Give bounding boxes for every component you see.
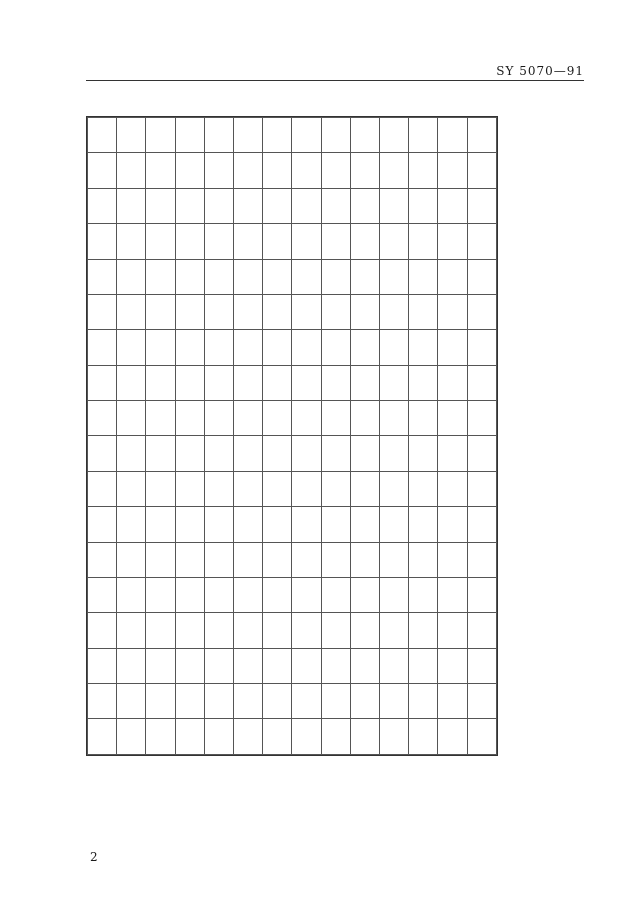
table-cell — [117, 436, 146, 471]
table-cell — [292, 542, 321, 577]
table-cell — [146, 577, 175, 612]
table-cell — [146, 294, 175, 329]
table-cell — [350, 613, 379, 648]
table-cell — [409, 613, 438, 648]
table-cell — [146, 542, 175, 577]
table-cell — [146, 436, 175, 471]
table-cell — [117, 259, 146, 294]
table-cell — [146, 224, 175, 259]
table-cell — [321, 365, 350, 400]
table-cell — [88, 188, 117, 223]
table-cell — [263, 118, 292, 153]
table-cell — [350, 224, 379, 259]
table-cell — [204, 330, 233, 365]
table-cell — [234, 719, 263, 755]
table-cell — [175, 436, 204, 471]
table-cell — [467, 542, 496, 577]
table-cell — [292, 294, 321, 329]
table-cell — [234, 613, 263, 648]
table-cell — [117, 188, 146, 223]
table-cell — [263, 224, 292, 259]
table-cell — [467, 719, 496, 755]
table-cell — [467, 365, 496, 400]
table-cell — [146, 401, 175, 436]
table-cell — [88, 259, 117, 294]
table-cell — [438, 259, 467, 294]
table-cell — [350, 719, 379, 755]
table-cell — [175, 684, 204, 719]
table-cell — [204, 542, 233, 577]
table-cell — [88, 401, 117, 436]
table-cell — [175, 294, 204, 329]
table-cell — [234, 542, 263, 577]
table-cell — [88, 365, 117, 400]
table-cell — [88, 436, 117, 471]
table-cell — [467, 507, 496, 542]
table-cell — [263, 719, 292, 755]
table-cell — [88, 577, 117, 612]
table-row — [88, 365, 497, 400]
table-cell — [409, 188, 438, 223]
table-cell — [438, 118, 467, 153]
table-cell — [409, 330, 438, 365]
table-cell — [350, 118, 379, 153]
table-cell — [438, 577, 467, 612]
table-cell — [438, 436, 467, 471]
table-cell — [117, 613, 146, 648]
table-cell — [321, 153, 350, 188]
table-cell — [467, 330, 496, 365]
table-row — [88, 507, 497, 542]
table-cell — [88, 330, 117, 365]
table-cell — [117, 684, 146, 719]
table-cell — [380, 719, 409, 755]
table-cell — [438, 613, 467, 648]
standard-code: SY 5070—91 — [496, 64, 584, 78]
table-cell — [321, 294, 350, 329]
table-cell — [467, 684, 496, 719]
table-cell — [350, 294, 379, 329]
table-cell — [409, 365, 438, 400]
table-cell — [409, 118, 438, 153]
table-cell — [263, 294, 292, 329]
table-cell — [438, 294, 467, 329]
table-cell — [321, 542, 350, 577]
table-cell — [321, 577, 350, 612]
table-cell — [409, 259, 438, 294]
table-cell — [438, 471, 467, 506]
table-cell — [321, 648, 350, 683]
table-cell — [88, 542, 117, 577]
table-cell — [321, 507, 350, 542]
table-cell — [350, 153, 379, 188]
table-cell — [88, 294, 117, 329]
table-cell — [146, 330, 175, 365]
table-cell — [292, 259, 321, 294]
table-cell — [117, 577, 146, 612]
table-cell — [175, 577, 204, 612]
table-cell — [234, 188, 263, 223]
table-cell — [204, 648, 233, 683]
table-cell — [380, 401, 409, 436]
table-cell — [409, 577, 438, 612]
table-cell — [321, 259, 350, 294]
table-row — [88, 436, 497, 471]
table-row — [88, 648, 497, 683]
table-cell — [88, 613, 117, 648]
table-cell — [234, 507, 263, 542]
table-cell — [292, 224, 321, 259]
table-cell — [263, 542, 292, 577]
table-cell — [234, 401, 263, 436]
table-cell — [146, 719, 175, 755]
table-cell — [380, 684, 409, 719]
table-cell — [438, 188, 467, 223]
table-cell — [88, 224, 117, 259]
table-row — [88, 259, 497, 294]
table-cell — [292, 188, 321, 223]
table-cell — [88, 648, 117, 683]
table-cell — [350, 330, 379, 365]
table-cell — [467, 648, 496, 683]
table-cell — [204, 118, 233, 153]
table-cell — [321, 436, 350, 471]
table-cell — [234, 436, 263, 471]
table-cell — [263, 471, 292, 506]
specification-table-frame — [86, 116, 498, 756]
table-cell — [263, 684, 292, 719]
table-cell — [204, 507, 233, 542]
table-cell — [467, 188, 496, 223]
table-cell — [146, 648, 175, 683]
table-cell — [409, 224, 438, 259]
table-row — [88, 224, 497, 259]
table-cell — [175, 648, 204, 683]
table-row — [88, 294, 497, 329]
table-cell — [204, 294, 233, 329]
table-cell — [175, 188, 204, 223]
table-cell — [380, 188, 409, 223]
table-cell — [146, 153, 175, 188]
table-row — [88, 330, 497, 365]
table-cell — [117, 365, 146, 400]
table-cell — [350, 401, 379, 436]
table-cell — [204, 577, 233, 612]
table-cell — [292, 401, 321, 436]
table-cell — [467, 259, 496, 294]
table-cell — [204, 436, 233, 471]
table-cell — [175, 401, 204, 436]
table-cell — [409, 719, 438, 755]
table-cell — [146, 259, 175, 294]
table-cell — [409, 153, 438, 188]
table-cell — [88, 719, 117, 755]
table-cell — [380, 471, 409, 506]
table-cell — [88, 153, 117, 188]
table-cell — [409, 648, 438, 683]
table-cell — [117, 401, 146, 436]
table-cell — [380, 294, 409, 329]
table-cell — [234, 294, 263, 329]
table-row — [88, 719, 497, 755]
table-row — [88, 118, 497, 153]
table-cell — [234, 365, 263, 400]
table-cell — [263, 436, 292, 471]
table-cell — [350, 684, 379, 719]
table-cell — [88, 684, 117, 719]
table-cell — [234, 118, 263, 153]
table-cell — [204, 684, 233, 719]
table-cell — [438, 224, 467, 259]
table-cell — [380, 507, 409, 542]
table-cell — [350, 577, 379, 612]
table-cell — [175, 224, 204, 259]
table-cell — [117, 294, 146, 329]
table-cell — [438, 365, 467, 400]
table-cell — [204, 153, 233, 188]
table-cell — [263, 188, 292, 223]
table-cell — [117, 224, 146, 259]
table-cell — [292, 684, 321, 719]
table-cell — [204, 224, 233, 259]
table-cell — [292, 436, 321, 471]
table-cell — [321, 471, 350, 506]
table-cell — [263, 153, 292, 188]
table-cell — [292, 613, 321, 648]
table-cell — [380, 648, 409, 683]
table-cell — [117, 542, 146, 577]
table-row — [88, 577, 497, 612]
table-cell — [146, 507, 175, 542]
table-cell — [175, 118, 204, 153]
table-cell — [321, 118, 350, 153]
table-cell — [467, 401, 496, 436]
table-cell — [292, 577, 321, 612]
table-cell — [409, 507, 438, 542]
table-cell — [204, 365, 233, 400]
table-cell — [321, 224, 350, 259]
table-cell — [263, 365, 292, 400]
table-cell — [467, 153, 496, 188]
table-cell — [292, 330, 321, 365]
table-cell — [234, 648, 263, 683]
table-cell — [175, 365, 204, 400]
table-cell — [88, 118, 117, 153]
table-cell — [321, 330, 350, 365]
table-cell — [175, 719, 204, 755]
table-cell — [234, 259, 263, 294]
table-cell — [117, 153, 146, 188]
table-cell — [204, 401, 233, 436]
table-cell — [350, 259, 379, 294]
table-cell — [438, 330, 467, 365]
table-cell — [438, 153, 467, 188]
table-cell — [292, 471, 321, 506]
table-cell — [117, 118, 146, 153]
table-cell — [263, 330, 292, 365]
table-row — [88, 471, 497, 506]
table-cell — [263, 401, 292, 436]
table-cell — [409, 542, 438, 577]
table-cell — [88, 507, 117, 542]
table-row — [88, 401, 497, 436]
table-cell — [146, 471, 175, 506]
table-cell — [292, 153, 321, 188]
table-cell — [380, 224, 409, 259]
table-cell — [234, 471, 263, 506]
table-cell — [321, 719, 350, 755]
table-cell — [292, 365, 321, 400]
table-cell — [380, 577, 409, 612]
table-cell — [175, 471, 204, 506]
table-cell — [438, 684, 467, 719]
table-cell — [409, 401, 438, 436]
table-cell — [380, 259, 409, 294]
table-cell — [204, 613, 233, 648]
table-cell — [175, 542, 204, 577]
table-cell — [409, 294, 438, 329]
table-cell — [380, 153, 409, 188]
table-row — [88, 613, 497, 648]
table-cell — [234, 224, 263, 259]
table-cell — [263, 648, 292, 683]
table-cell — [175, 507, 204, 542]
table-cell — [204, 719, 233, 755]
header-rule — [86, 80, 584, 81]
table-cell — [467, 118, 496, 153]
table-cell — [467, 294, 496, 329]
table-cell — [350, 542, 379, 577]
table-cell — [234, 577, 263, 612]
table-cell — [117, 648, 146, 683]
table-cell — [409, 436, 438, 471]
table-cell — [380, 365, 409, 400]
table-row — [88, 542, 497, 577]
table-body — [88, 118, 497, 755]
table-cell — [350, 188, 379, 223]
table-cell — [117, 507, 146, 542]
table-cell — [234, 330, 263, 365]
table-cell — [175, 259, 204, 294]
table-cell — [467, 577, 496, 612]
table-cell — [146, 613, 175, 648]
table-cell — [350, 365, 379, 400]
table-cell — [204, 259, 233, 294]
table-cell — [88, 471, 117, 506]
table-cell — [350, 648, 379, 683]
table-cell — [204, 188, 233, 223]
table-cell — [321, 613, 350, 648]
table-row — [88, 188, 497, 223]
table-row — [88, 153, 497, 188]
table-cell — [467, 613, 496, 648]
page-number: 2 — [90, 850, 98, 864]
table-cell — [234, 684, 263, 719]
table-cell — [380, 330, 409, 365]
table-cell — [409, 471, 438, 506]
table-cell — [380, 613, 409, 648]
table-cell — [350, 436, 379, 471]
table-cell — [175, 330, 204, 365]
table-cell — [292, 719, 321, 755]
table-cell — [234, 153, 263, 188]
table-cell — [204, 471, 233, 506]
table-cell — [263, 613, 292, 648]
table-cell — [263, 577, 292, 612]
table-cell — [467, 436, 496, 471]
table-cell — [467, 471, 496, 506]
table-cell — [175, 153, 204, 188]
table-cell — [292, 118, 321, 153]
table-cell — [380, 118, 409, 153]
table-cell — [292, 507, 321, 542]
specification-table — [87, 117, 497, 755]
table-cell — [292, 648, 321, 683]
table-cell — [146, 188, 175, 223]
table-cell — [438, 507, 467, 542]
table-cell — [146, 684, 175, 719]
table-cell — [350, 471, 379, 506]
table-cell — [263, 259, 292, 294]
table-cell — [321, 684, 350, 719]
table-cell — [146, 118, 175, 153]
table-cell — [146, 365, 175, 400]
table-cell — [438, 542, 467, 577]
table-cell — [409, 684, 438, 719]
table-row — [88, 684, 497, 719]
table-cell — [467, 224, 496, 259]
table-cell — [117, 471, 146, 506]
table-cell — [117, 330, 146, 365]
table-cell — [117, 719, 146, 755]
table-cell — [380, 542, 409, 577]
table-cell — [321, 401, 350, 436]
table-cell — [380, 436, 409, 471]
table-cell — [175, 613, 204, 648]
table-cell — [438, 648, 467, 683]
table-cell — [438, 719, 467, 755]
table-cell — [321, 188, 350, 223]
table-cell — [350, 507, 379, 542]
table-cell — [263, 507, 292, 542]
table-cell — [438, 401, 467, 436]
